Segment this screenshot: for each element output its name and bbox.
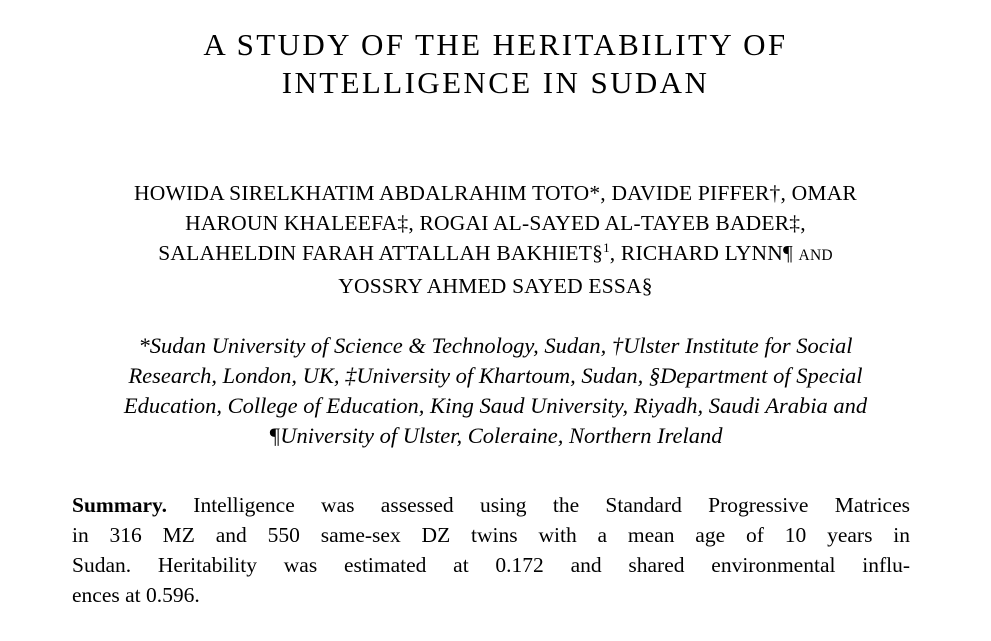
authors-line-2: HAROUN KHALEEFA‡, ROGAI AL-SAYED AL-TAYEB BADER‡, bbox=[185, 211, 806, 235]
authors-line-4: YOSSRY AHMED SAYED ESSA§ bbox=[338, 274, 653, 298]
authors-line-1: HOWIDA SIRELKHATIM ABDALRAHIM TOTO*, DAVIDE PIFFER†, OMAR bbox=[134, 181, 857, 205]
paper-title bbox=[0, 26, 991, 102]
title-line-1: A STUDY OF THE HERITABILITY OF bbox=[203, 27, 788, 62]
summary-line-1 bbox=[72, 490, 910, 520]
authors-line-3-rest: , RICHARD LYNN¶ bbox=[609, 241, 793, 265]
affiliation-line-2: Research, London, UK, ‡University of Khartoum, Sudan, §Department of Special bbox=[128, 363, 863, 388]
title-line-2: INTELLIGENCE IN SUDAN bbox=[281, 65, 710, 100]
summary-line-3: Sudan. Heritability was estimated at 0.172 and shared environmental influ- bbox=[72, 553, 910, 577]
summary-line-1-text: Intelligence was assessed using the Standard Progressive Matrices bbox=[193, 493, 911, 517]
authors-line-3 bbox=[20, 238, 971, 271]
author-list bbox=[20, 178, 971, 301]
affiliation-line-1: *Sudan University of Science & Technology, Sudan, †Ulster Institute for Social bbox=[138, 333, 853, 358]
affiliation-line-3: Education, College of Education, King Saud University, Riyadh, Saudi Arabia and bbox=[123, 393, 868, 418]
affiliation-line-4: ¶University of Ulster, Coleraine, Northern Ireland bbox=[268, 423, 723, 448]
affiliations bbox=[20, 331, 971, 451]
summary-abstract bbox=[72, 490, 910, 610]
authors-line-3-main: SALAHELDIN FARAH ATTALLAH BAKHIET§ bbox=[158, 241, 604, 265]
summary-label: Summary. bbox=[72, 493, 167, 517]
authors-and: AND bbox=[798, 247, 833, 264]
summary-line-2: in 316 MZ and 550 same-sex DZ twins with a mean age of 10 years in bbox=[72, 523, 910, 547]
footnote-marker: 1 bbox=[603, 239, 610, 255]
summary-line-4: ences at 0.596. bbox=[72, 583, 200, 607]
